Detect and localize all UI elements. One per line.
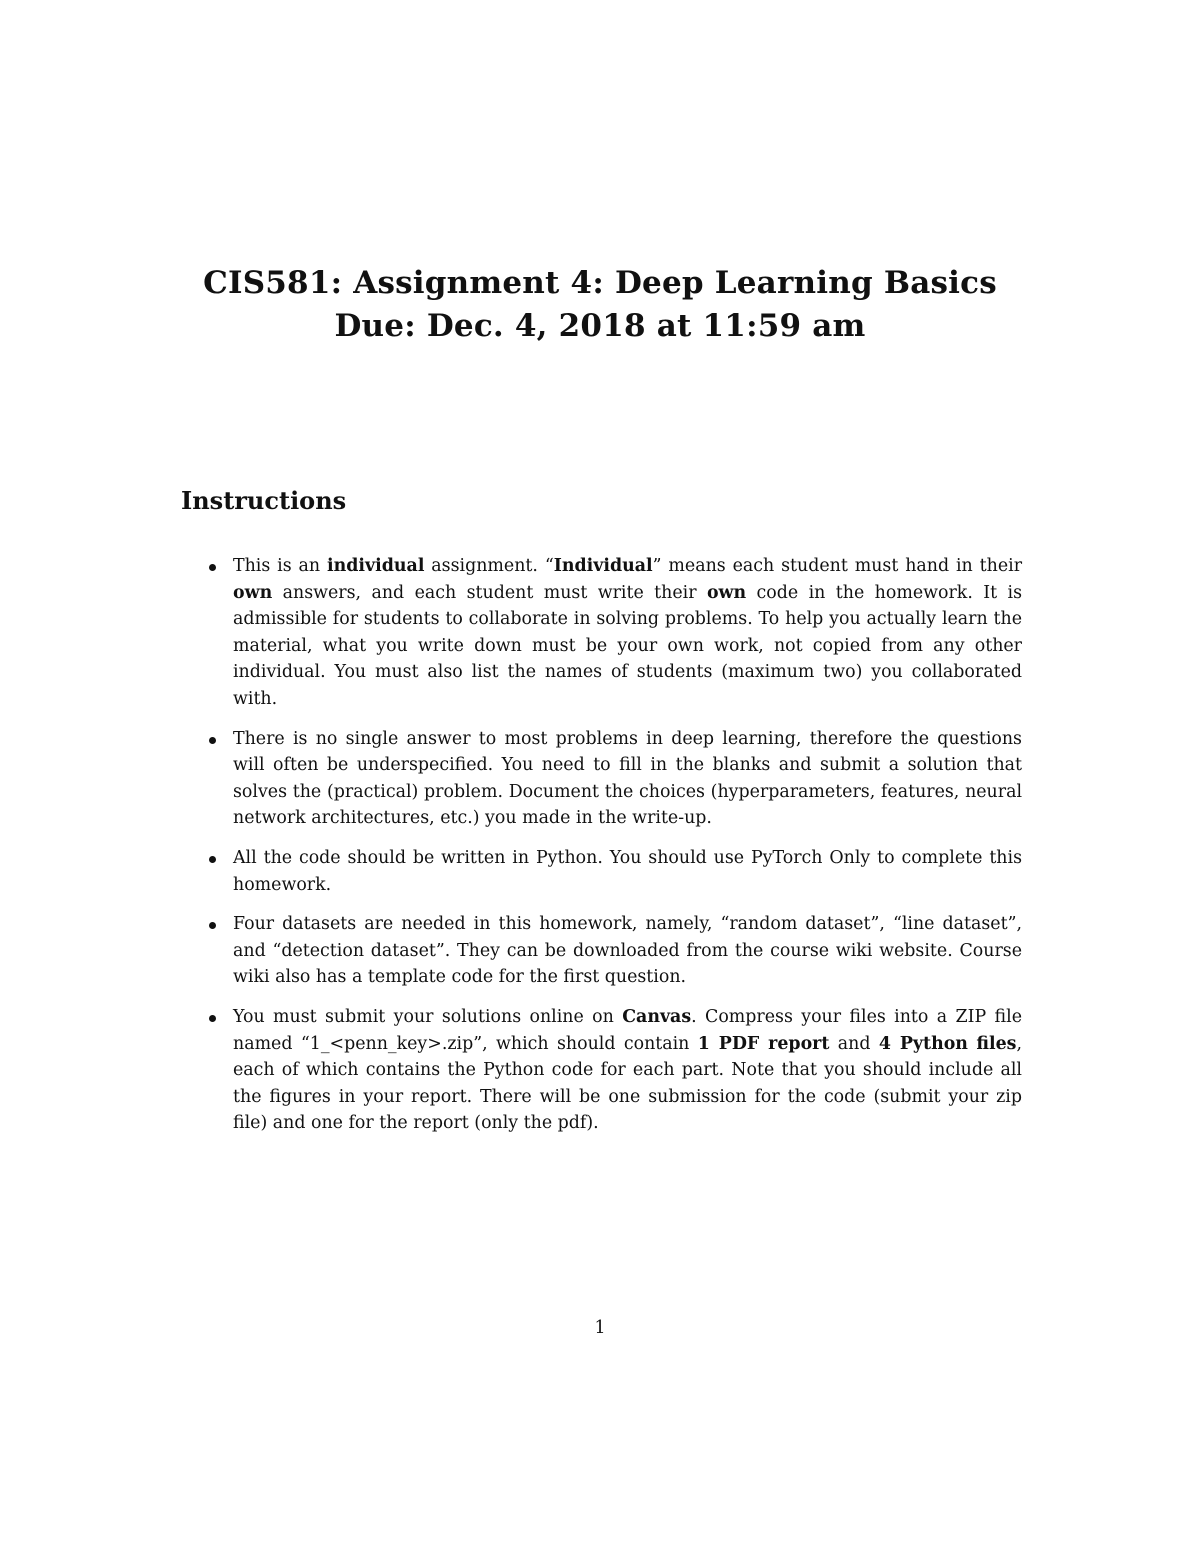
bold-text: 1 PDF report xyxy=(697,1033,830,1054)
section-heading-instructions: Instructions xyxy=(181,486,347,515)
bold-text: own xyxy=(233,582,273,603)
bullet-icon xyxy=(209,737,216,744)
list-item-text: answers, and each student must write their xyxy=(272,582,707,603)
list-item xyxy=(206,553,1022,713)
bold-text: own xyxy=(706,582,747,603)
page-number: 1 xyxy=(594,1318,606,1338)
bold-text: files xyxy=(976,1033,1017,1054)
bold-text: individual xyxy=(327,556,425,576)
bullet-icon xyxy=(209,856,216,863)
list-item xyxy=(206,845,1022,898)
list-item-text: This is an xyxy=(233,556,328,576)
list-item xyxy=(206,726,1022,832)
list-item-text: Four datasets are needed in this homework, namely, “random dataset”, “line dataset”, and “detection dataset”. They can be downloaded from the course wiki website. Course wiki also has a template code for the first question. xyxy=(233,914,1022,988)
title-block xyxy=(0,262,1200,348)
list-item-text: assignment. “ xyxy=(424,556,554,576)
list-item-text: and xyxy=(829,1033,879,1054)
bullet-icon xyxy=(209,922,216,929)
list-item-text: , each of which contains the Python code for each part. Note that you should include all the figures in your report. There will be one submission for the code (submit your zip file) and one for the report (only the pdf). xyxy=(233,1033,1022,1134)
list-item xyxy=(206,911,1022,991)
list-item-text: . Compress your files into a ZIP file named “1_<penn_key>.zip”, which should contain xyxy=(233,1006,1022,1054)
list-item-text: ” means each student must hand in their xyxy=(652,556,1023,576)
due-date: Due: Dec. 4, 2018 at 11:59 am xyxy=(334,308,866,344)
list-item-text: You must submit your solutions online on xyxy=(233,1006,623,1027)
list-item-text: All the code should be written in Python. You should use PyTorch Only to complete this homework. xyxy=(233,847,1022,895)
instructions-list xyxy=(206,553,1022,1150)
bold-text: Canvas xyxy=(622,1006,692,1027)
list-item-text: There is no single answer to most problems in deep learning, therefore the questions will often be underspecified. You need to fill in the blanks and submit a solution that solves the (practical) problem. Document the choices (hyperparameters, features, neural network architectures, etc.) you made in the write-up. xyxy=(233,728,1022,829)
document-title: CIS581: Assignment 4: Deep Learning Basics xyxy=(203,265,997,301)
list-item xyxy=(206,1004,1022,1137)
list-item-text: code in the homework. It is admissible for students to collaborate in solving problems. To help you actually learn the material, what you write down must be your own work, not copied from any other individual. You must also list the names of students (maximum two) you collaborated with. xyxy=(233,582,1022,709)
bold-text: 4 Python xyxy=(878,1033,968,1054)
bullet-icon xyxy=(209,1015,216,1022)
bullet-icon xyxy=(209,564,216,571)
bold-text: Individual xyxy=(553,556,653,576)
